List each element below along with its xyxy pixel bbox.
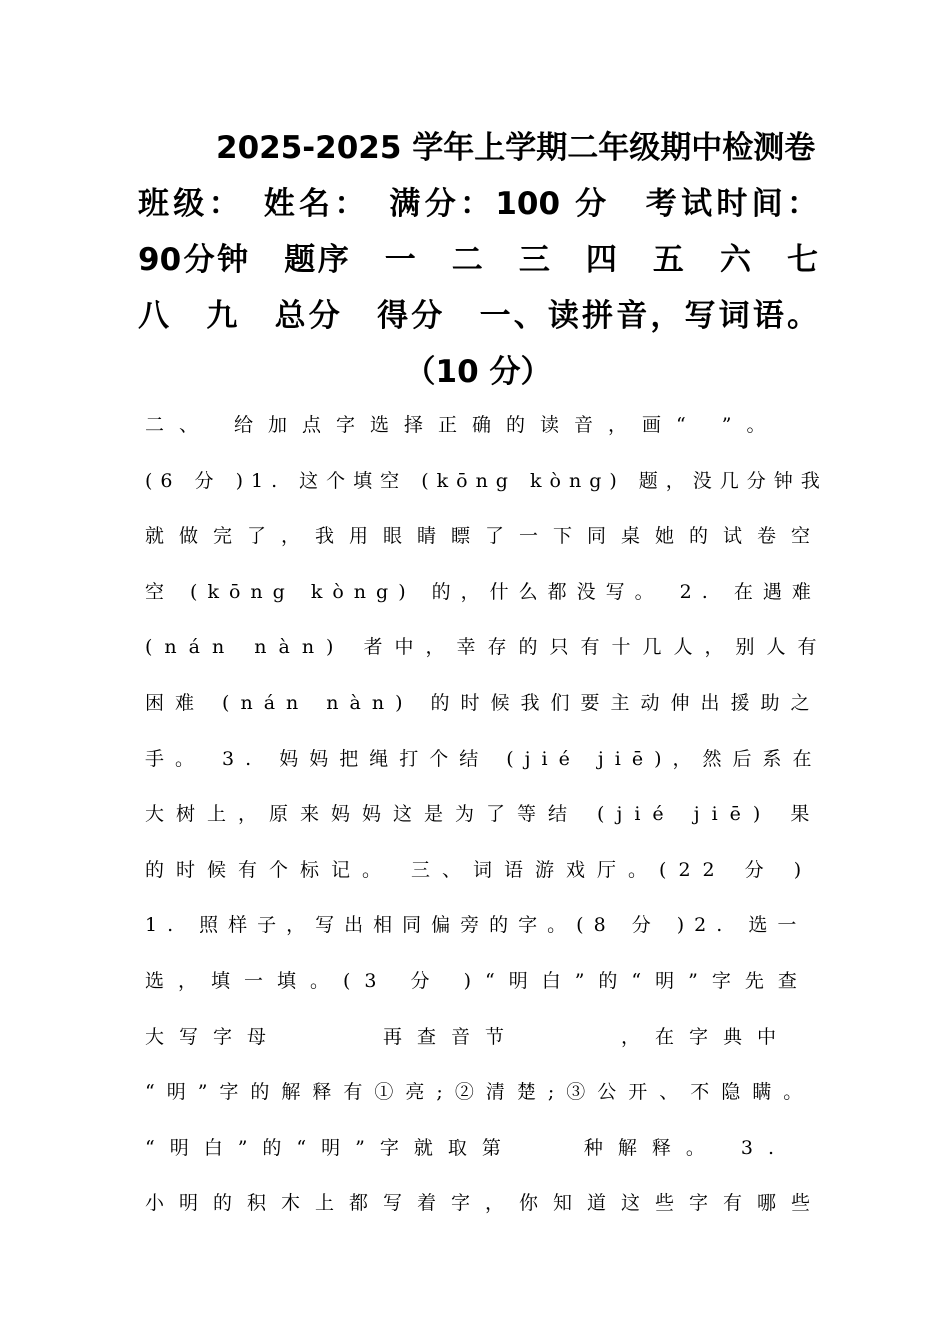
body-text-line: “明”字的解释有①亮;②清楚;③公开、不隐瞒。 [145,1081,815,1104]
body-text-line: (nán nàn) 者中，幸存的只有十几人，别人有 [145,636,829,659]
body-text-line: (6 分 )1. 这个填空 (kōng kòng) 题，没几分钟我 [145,469,828,492]
body-text-line: 大写字母 再查音节 ，在字典中 [145,1025,792,1048]
exam-title: 2025-2025 学年上学期二年级期中检测卷 [216,130,816,166]
exam-info-line: 班级： 姓名： 满分：100 分 考试时间： [138,186,818,222]
body-text-line: “明白”的“明”字就取第 种解释。 3. [145,1136,790,1159]
body-text-line: 大树上，原来妈妈这是为了等结 (jié jiē) 果 [145,803,822,826]
exam-body [145,398,829,1232]
exam-info-line: 90分钟 题序 一 二 三 四 五 六 七 [138,242,818,278]
body-text-line: 二、 给加点字选择正确的读音，画“ ”。 [145,414,781,436]
section-score: （10 分） [404,354,552,390]
body-text-line: 选，填一填。(3 分 )“明白”的“明”字先查 [145,969,811,992]
body-text-line: 困难 (nán nàn) 的时候我们要主动伸出援助之 [145,691,821,714]
body-text-line: 空 (kōng kòng) 的，什么都没写。 2. 在遇难 [145,580,821,603]
body-text-line: 的时候有个标记。 三、词语游戏厅。(22 分 ) [145,858,814,881]
body-text-line: 小明的积木上都写着字，你知道这些字有哪些 [145,1192,826,1215]
exam-header [138,120,818,400]
exam-info-line: 八 九 总分 得分 一、读拼音，写词语。 [138,298,818,334]
body-text-line: 1. 照样子，写出相同偏旁的字。(8 分 )2. 选一 [145,914,807,937]
body-text-line: 手。 3. 妈妈把绳打个结 (jié jiē)，然后系在 [145,747,823,770]
body-text-line: 就做完了，我用眼睛瞟了一下同桌她的试卷空 [145,525,826,548]
